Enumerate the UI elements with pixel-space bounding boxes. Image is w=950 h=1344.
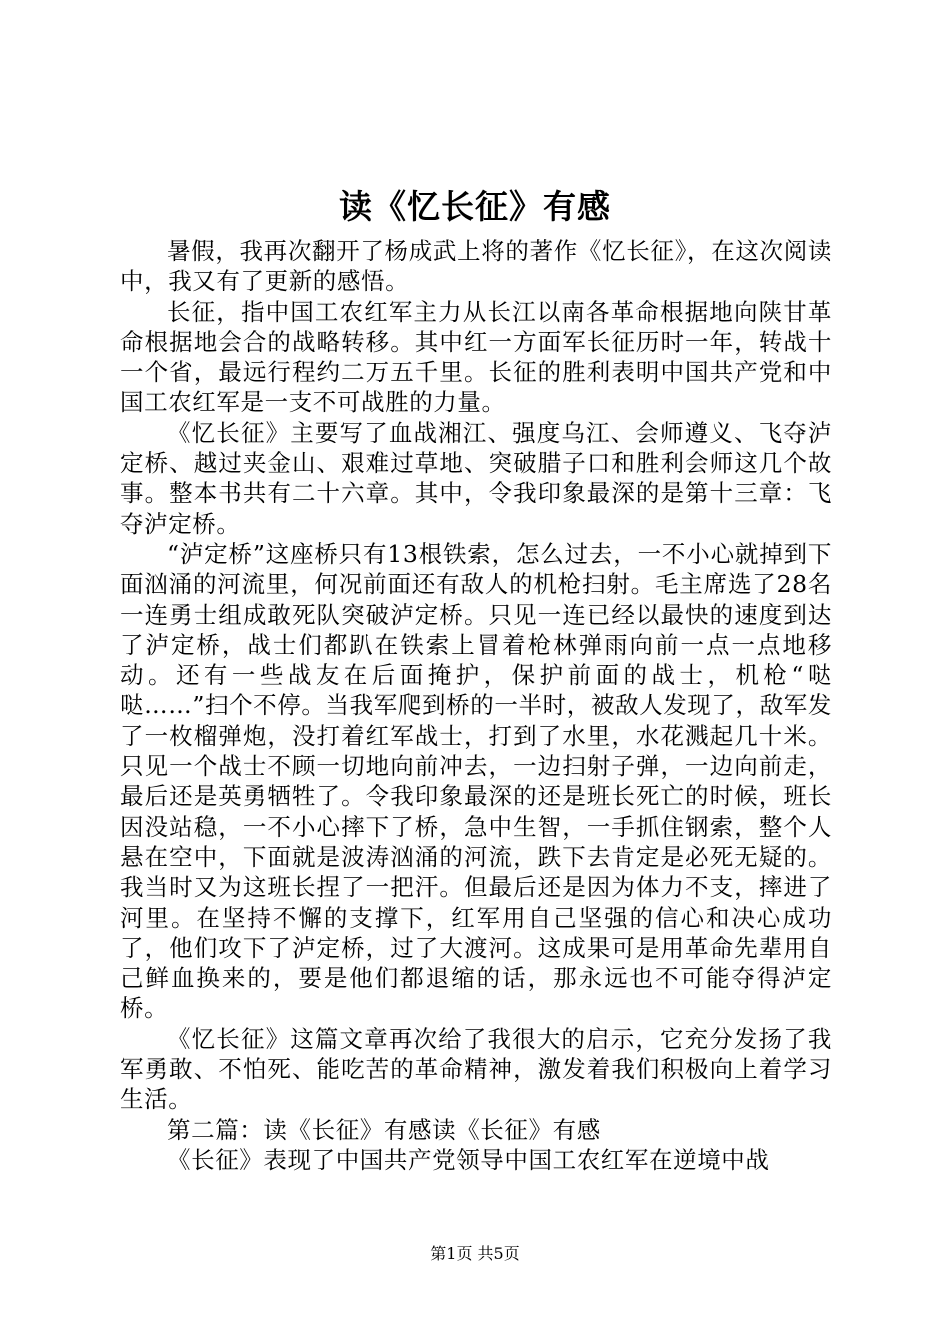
document-body [120, 236, 832, 1175]
paragraph-second-article-start: 《长征》表现了中国共产党领导中国工农红军在逆境中战 [167, 1145, 770, 1174]
paragraph-intro: 暑假，我再次翻开了杨成武上将的著作《忆长征》，在这次阅读中，我又有了更新的感悟。 [120, 237, 832, 296]
page-number-footer: 第1页 共5页 [430, 1244, 520, 1263]
paragraph-long-march-definition: 长征，指中国工农红军主力从长江以南各革命根据地向陕甘革命根据地会合的战略转移。其中红一方面军长征历时一年，转战十一个省，最远行程约二万五千里。长征的胜利表明中国共产党和中国工农红军是一支不可战胜的力量。 [120, 297, 832, 417]
paragraph-luding-bridge: “泸定桥”这座桥只有13根铁索，怎么过去，一不小心就掉到下面汹涌的河流里，何况前面还有敌人的机枪扫射。毛主席选了28名一连勇士组成敢死队突破泸定桥。只见一连已经以最快的速度到达了泸定桥，战士们都趴在铁索上冒着枪林弹雨向前一点一点地移动。还有一些战友在后面掩护，保护前面的战士，机枪“哒哒……”扫个不停。当我军爬到桥的一半时，被敌人发现了，敌军发了一枚榴弹炮，没打着红军战士，打到了水里，水花溅起几十米。只见一个战士不顾一切地向前冲去，一边扫射子弹，一边向前走，最后还是英勇牺牲了。令我印象最深的还是班长死亡的时候，班长因没站稳，一不小心摔下了桥，急中生智，一手抓住钢索，整个人悬在空中，下面就是波涛汹涌的河流，跌下去肯定是必死无疑的。我当时又为这班长捏了一把汗。但最后还是因为体力不支，摔进了河里。在坚持不懈的支撑下，红军用自己坚强的信心和决心成功了，他们攻下了泸定桥，过了大渡河。这成果可是用革命先辈用自己鲜血换来的，要是他们都退缩的话，那永远也不可能夺得泸定桥。 [120, 539, 832, 1023]
paragraph-second-article-heading: 第二篇：读《长征》有感读《长征》有感 [167, 1115, 601, 1144]
document-title: 读《忆长征》有感 [339, 187, 611, 226]
paragraph-book-contents: 《忆长征》主要写了血战湘江、强度乌江、会师遵义、飞夺泸定桥、越过夹金山、艰难过草地、突破腊子口和胜利会师这几个故事。整本书共有二十六章。其中，令我印象最深的是第十三章：飞夺泸定桥。 [120, 418, 832, 538]
paragraph-conclusion: 《忆长征》这篇文章再次给了我很大的启示，它充分发扬了我军勇敢、不怕死、能吃苦的革命精神，激发着我们积极向上着学习生活。 [120, 1024, 832, 1114]
